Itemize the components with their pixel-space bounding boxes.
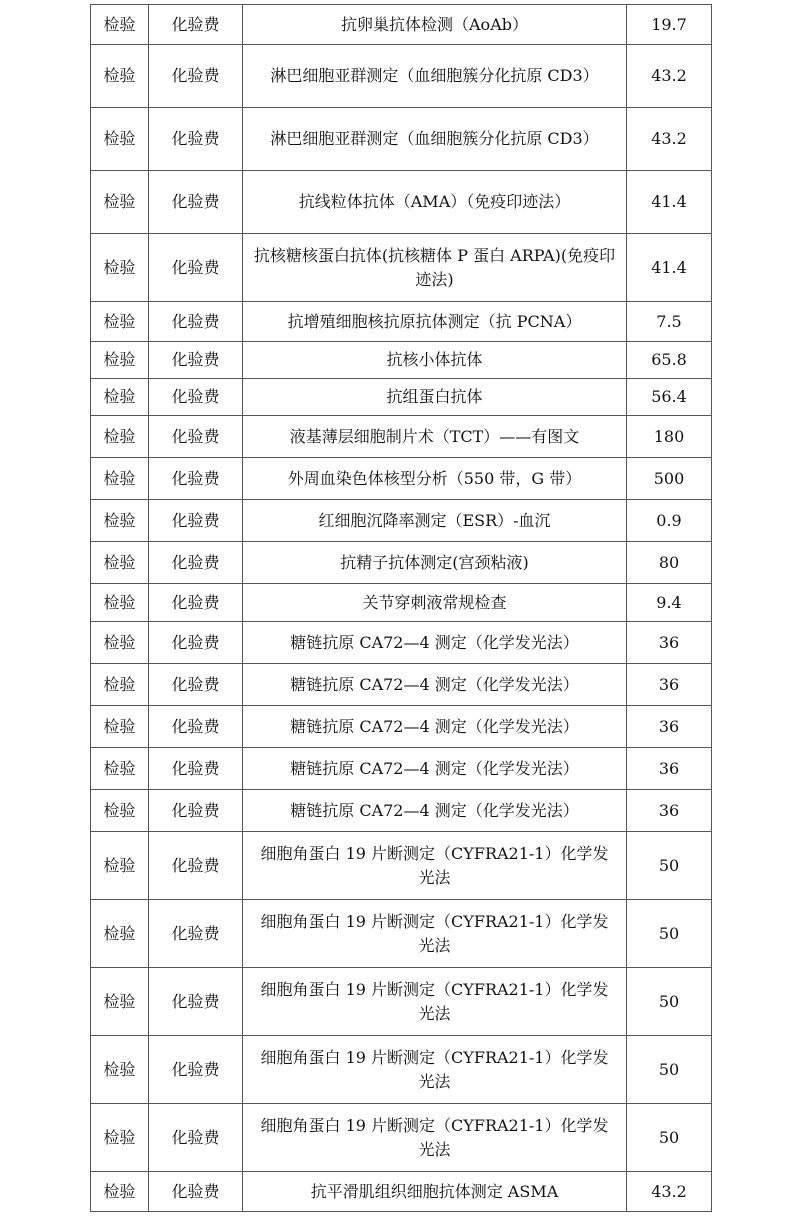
category-cell: 检验	[91, 5, 149, 45]
table-row	[91, 45, 712, 108]
fee-type-cell: 化验费	[149, 900, 243, 968]
fee-table-page	[90, 4, 711, 1212]
fee-type-cell: 化验费	[149, 108, 243, 171]
price-cell: 36	[627, 706, 712, 748]
category-cell: 检验	[91, 790, 149, 832]
fee-type-cell: 化验费	[149, 1104, 243, 1172]
fee-type-cell: 化验费	[149, 832, 243, 900]
item-name-cell: 糖链抗原 CA72—4 测定（化学发光法）	[243, 790, 627, 832]
category-cell: 检验	[91, 622, 149, 664]
category-cell: 检验	[91, 1104, 149, 1172]
price-cell: 41.4	[627, 171, 712, 234]
table-row	[91, 1036, 712, 1104]
price-cell: 0.9	[627, 500, 712, 542]
item-name-cell: 细胞角蛋白 19 片断测定（CYFRA21-1）化学发光法	[243, 900, 627, 968]
item-name-cell: 关节穿刺液常规检查	[243, 584, 627, 622]
item-name-cell: 细胞角蛋白 19 片断测定（CYFRA21-1）化学发光法	[243, 832, 627, 900]
fee-type-cell: 化验费	[149, 416, 243, 458]
table-row	[91, 790, 712, 832]
table-row	[91, 584, 712, 622]
fee-type-cell: 化验费	[149, 5, 243, 45]
category-cell: 检验	[91, 1172, 149, 1212]
fee-type-cell: 化验费	[149, 706, 243, 748]
price-cell: 36	[627, 790, 712, 832]
category-cell: 检验	[91, 171, 149, 234]
price-cell: 9.4	[627, 584, 712, 622]
price-cell: 50	[627, 1104, 712, 1172]
table-row	[91, 968, 712, 1036]
fee-type-cell: 化验费	[149, 171, 243, 234]
category-cell: 检验	[91, 458, 149, 500]
price-cell: 50	[627, 900, 712, 968]
category-cell: 检验	[91, 108, 149, 171]
item-name-cell: 淋巴细胞亚群测定（血细胞簇分化抗原 CD3）	[243, 108, 627, 171]
item-name-cell: 糖链抗原 CA72—4 测定（化学发光法）	[243, 622, 627, 664]
table-row	[91, 302, 712, 342]
table-row	[91, 416, 712, 458]
item-name-cell: 抗组蛋白抗体	[243, 379, 627, 416]
table-row	[91, 706, 712, 748]
item-name-cell: 红细胞沉降率测定（ESR）-血沉	[243, 500, 627, 542]
table-row	[91, 1172, 712, 1212]
item-name-cell: 糖链抗原 CA72—4 测定（化学发光法）	[243, 748, 627, 790]
table-row	[91, 458, 712, 500]
price-cell: 19.7	[627, 5, 712, 45]
price-cell: 43.2	[627, 1172, 712, 1212]
item-name-cell: 糖链抗原 CA72—4 测定（化学发光法）	[243, 706, 627, 748]
price-cell: 41.4	[627, 234, 712, 302]
fee-type-cell: 化验费	[149, 790, 243, 832]
table-row	[91, 1104, 712, 1172]
table-row	[91, 832, 712, 900]
table-row	[91, 379, 712, 416]
price-cell: 180	[627, 416, 712, 458]
item-name-cell: 抗核糖核蛋白抗体(抗核糖体 P 蛋白 ARPA)(免疫印迹法)	[243, 234, 627, 302]
item-name-cell: 抗核小体抗体	[243, 342, 627, 379]
fee-type-cell: 化验费	[149, 45, 243, 108]
table-row	[91, 748, 712, 790]
fee-type-cell: 化验费	[149, 342, 243, 379]
item-name-cell: 抗平滑肌组织细胞抗体测定 ASMA	[243, 1172, 627, 1212]
price-cell: 50	[627, 832, 712, 900]
table-row	[91, 342, 712, 379]
price-cell: 50	[627, 1036, 712, 1104]
fee-type-cell: 化验费	[149, 584, 243, 622]
table-row	[91, 234, 712, 302]
price-cell: 43.2	[627, 108, 712, 171]
item-name-cell: 抗卵巢抗体检测（AoAb）	[243, 5, 627, 45]
category-cell: 检验	[91, 706, 149, 748]
category-cell: 检验	[91, 748, 149, 790]
item-name-cell: 细胞角蛋白 19 片断测定（CYFRA21-1）化学发光法	[243, 1036, 627, 1104]
fee-type-cell: 化验费	[149, 379, 243, 416]
price-cell: 7.5	[627, 302, 712, 342]
table-row	[91, 900, 712, 968]
price-cell: 80	[627, 542, 712, 584]
category-cell: 检验	[91, 45, 149, 108]
price-cell: 50	[627, 968, 712, 1036]
fee-type-cell: 化验费	[149, 458, 243, 500]
price-cell: 36	[627, 664, 712, 706]
item-name-cell: 抗精子抗体测定(宫颈粘液)	[243, 542, 627, 584]
price-cell: 36	[627, 748, 712, 790]
table-row	[91, 622, 712, 664]
item-name-cell: 糖链抗原 CA72—4 测定（化学发光法）	[243, 664, 627, 706]
fee-type-cell: 化验费	[149, 1036, 243, 1104]
category-cell: 检验	[91, 500, 149, 542]
item-name-cell: 抗线粒体抗体（AMA）（免疫印迹法）	[243, 171, 627, 234]
fee-type-cell: 化验费	[149, 622, 243, 664]
price-cell: 65.8	[627, 342, 712, 379]
category-cell: 检验	[91, 379, 149, 416]
item-name-cell: 液基薄层细胞制片术（TCT）——有图文	[243, 416, 627, 458]
table-row	[91, 500, 712, 542]
category-cell: 检验	[91, 416, 149, 458]
table-row	[91, 664, 712, 706]
category-cell: 检验	[91, 302, 149, 342]
item-name-cell: 细胞角蛋白 19 片断测定（CYFRA21-1）化学发光法	[243, 968, 627, 1036]
item-name-cell: 外周血染色体核型分析（550 带，G 带）	[243, 458, 627, 500]
item-name-cell: 细胞角蛋白 19 片断测定（CYFRA21-1）化学发光法	[243, 1104, 627, 1172]
table-row	[91, 108, 712, 171]
fee-type-cell: 化验费	[149, 542, 243, 584]
category-cell: 检验	[91, 900, 149, 968]
category-cell: 检验	[91, 664, 149, 706]
table-row	[91, 5, 712, 45]
category-cell: 检验	[91, 584, 149, 622]
item-name-cell: 淋巴细胞亚群测定（血细胞簇分化抗原 CD3）	[243, 45, 627, 108]
fee-type-cell: 化验费	[149, 968, 243, 1036]
category-cell: 检验	[91, 342, 149, 379]
price-cell: 56.4	[627, 379, 712, 416]
fee-type-cell: 化验费	[149, 748, 243, 790]
category-cell: 检验	[91, 832, 149, 900]
fee-table	[90, 4, 712, 1212]
fee-type-cell: 化验费	[149, 664, 243, 706]
fee-type-cell: 化验费	[149, 1172, 243, 1212]
price-cell: 36	[627, 622, 712, 664]
fee-type-cell: 化验费	[149, 500, 243, 542]
category-cell: 检验	[91, 234, 149, 302]
price-cell: 500	[627, 458, 712, 500]
fee-type-cell: 化验费	[149, 234, 243, 302]
category-cell: 检验	[91, 968, 149, 1036]
fee-type-cell: 化验费	[149, 302, 243, 342]
category-cell: 检验	[91, 542, 149, 584]
table-row	[91, 171, 712, 234]
item-name-cell: 抗增殖细胞核抗原抗体测定（抗 PCNA）	[243, 302, 627, 342]
price-cell: 43.2	[627, 45, 712, 108]
table-row	[91, 542, 712, 584]
category-cell: 检验	[91, 1036, 149, 1104]
